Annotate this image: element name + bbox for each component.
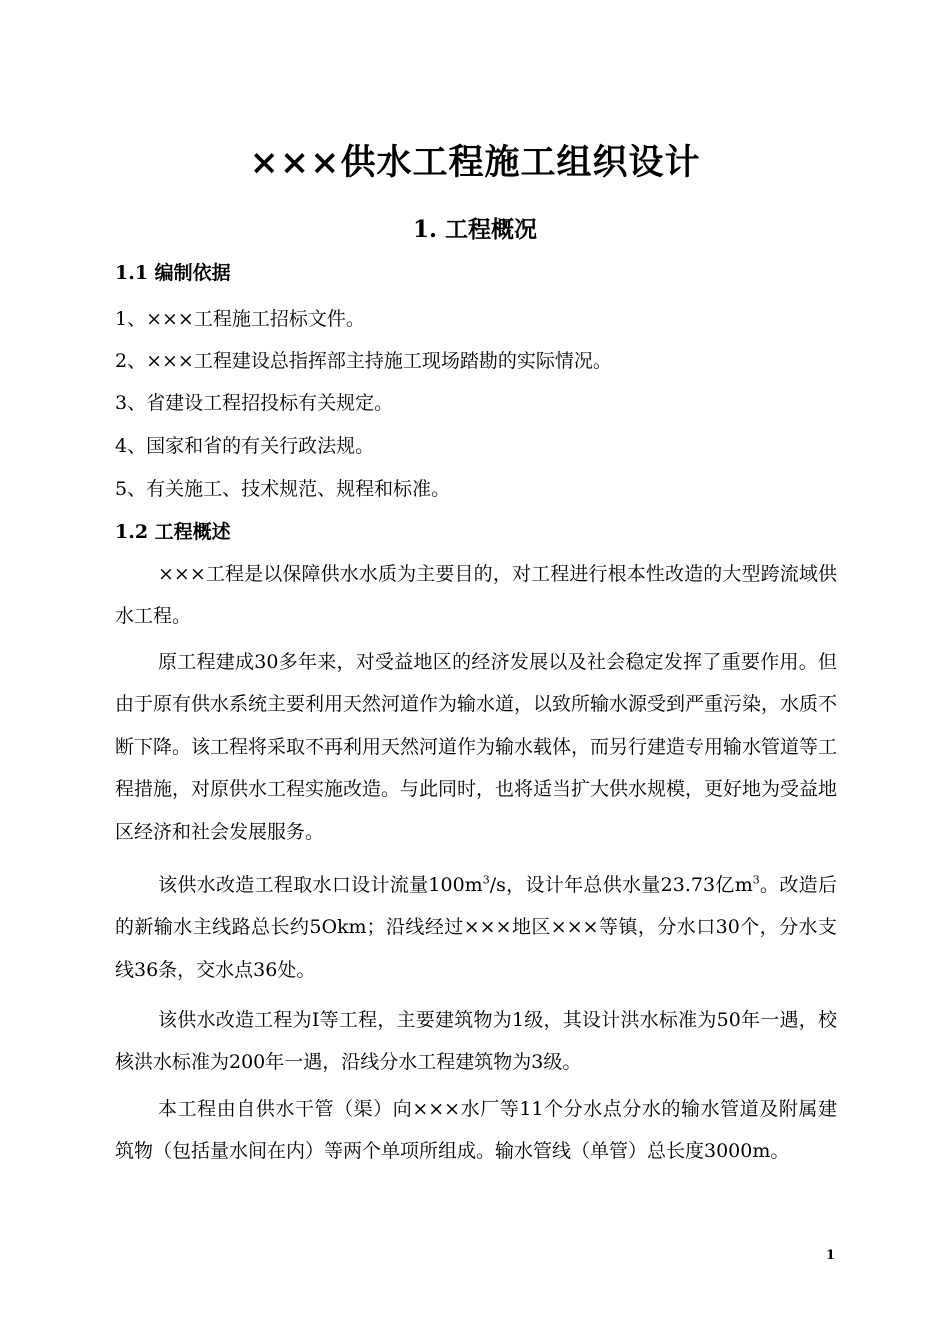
subsection-heading: 1.1 编制依据: [115, 262, 231, 284]
document-title: ×××供水工程施工组织设计: [249, 142, 701, 183]
paragraph: 原工程建成30多年来，对受益地区的经济发展以及社会稳定发挥了重要作用。但由于原有供水系统主要利用天然河道作为输水道，以致所输水源受到严重污染，水质不断下降。该工程将采取不再利用天然河道作为输水载体，而另行建造专用输水管道等工程措施，对原供水工程实施改造。与此同时，也将适当扩大供水规模，更好地为受益地区经济和社会发展服务。: [115, 651, 838, 843]
page-number: 1: [826, 1248, 836, 1263]
section-heading: 1. 工程概况: [412, 216, 538, 243]
list-item: 5、有关施工、技术规范、规程和标准。: [115, 478, 451, 500]
paragraph-text: /s，设计年总供水量23.73亿m: [489, 874, 753, 896]
subsection-heading: 1.2 工程概述: [115, 521, 231, 543]
superscript: 3: [482, 873, 490, 887]
paragraph: 本工程由自供水干管（渠）向×××水厂等11个分水点分水的输水管道及附属建筑物（包括量水间在内）等两个单项所组成。输水管线（单管）总长度3000m。: [115, 1098, 837, 1163]
list-item: 3、省建设工程招投标有关规定。: [115, 392, 394, 414]
paragraph: 该供水改造工程为I等工程，主要建筑物为1级，其设计洪水标准为50年一遇，校核洪水标准为200年一遇，沿线分水工程建筑物为3级。: [115, 1009, 837, 1074]
paragraph: [115, 864, 837, 991]
paragraph-text: 。改造后的新输水主线路总长约5Okm；沿线经过×××地区×××等镇，分水口30个，分水支线36条，交水点36处。: [115, 874, 837, 981]
superscript: 3: [752, 873, 760, 887]
list-item: 1、×××工程施工招标文件。: [115, 308, 365, 330]
list-item: 4、国家和省的有关行政法规。: [115, 435, 375, 457]
paragraph-text: 该供水改造工程取水口设计流量100m: [158, 874, 483, 896]
paragraph: ×××工程是以保障供水水质为主要目的，对工程进行根本性改造的大型跨流域供水工程。: [115, 563, 837, 628]
list-item: 2、×××工程建设总指挥部主持施工现场踏勘的实际情况。: [115, 350, 612, 372]
